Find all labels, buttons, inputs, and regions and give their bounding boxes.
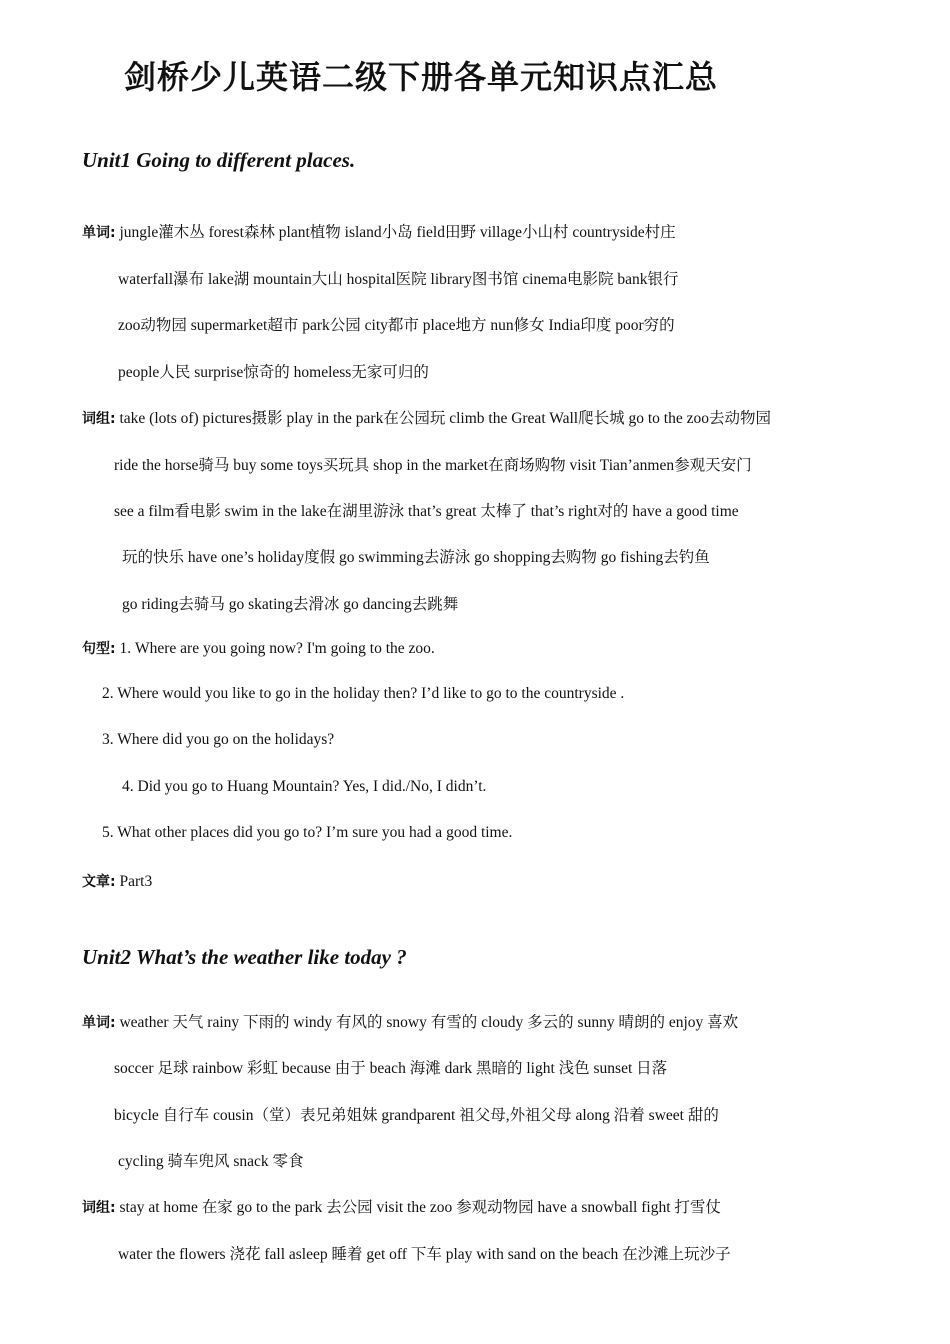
- unit1-words-line: zoo动物园 supermarket超市 park公园 city都市 place地方 nun修女 India印度 poor穷的: [118, 317, 675, 334]
- document-title: 剑桥少儿英语二级下册各单元知识点汇总: [124, 58, 719, 96]
- unit2-heading: Unit2 What’s the weather like today ?: [82, 945, 407, 969]
- unit1-phrases-label: 词组:: [82, 411, 116, 427]
- unit1-sentence: 1. Where are you going now? I'm going to the zoo.: [119, 640, 435, 657]
- unit2-words-line: [82, 1010, 738, 1032]
- unit1-words-line: people人民 surprise惊奇的 homeless无家可归的: [118, 364, 429, 381]
- unit1-words-line: [82, 220, 676, 242]
- unit2-words-line: bicycle 自行车 cousin（堂）表兄弟姐妹 grandparent 祖父母,外祖父母 along 沿着 sweet 甜的: [114, 1107, 719, 1124]
- unit1-article-text: Part3: [119, 873, 153, 890]
- unit1-words-line: waterfall瀑布 lake湖 mountain大山 hospital医院 library图书馆 cinema电影院 bank银行: [118, 271, 679, 288]
- unit1-sentence: 3. Where did you go on the holidays?: [102, 731, 335, 748]
- unit1-article-label: 文章:: [82, 874, 116, 890]
- unit2-phrases-line: water the flowers 浇花 fall asleep 睡着 get off 下车 play with sand on the beach 在沙滩上玩沙子: [118, 1246, 731, 1263]
- unit1-words-label: 单词:: [82, 225, 116, 241]
- unit1-words-text: jungle灌木丛 forest森林 plant植物 island小岛 field田野 village小山村 countryside村庄: [119, 224, 676, 241]
- unit2-words-text: weather 天气 rainy 下雨的 windy 有风的 snowy 有雪的 cloudy 多云的 sunny 晴朗的 enjoy 喜欢: [119, 1014, 739, 1031]
- unit1-phrases-line: 玩的快乐 have one’s holiday度假 go swimming去游泳 go shopping去购物 go fishing去钓鱼: [122, 549, 710, 566]
- unit1-heading: Unit1 Going to different places.: [82, 148, 356, 172]
- unit2-phrases-label: 词组:: [82, 1200, 116, 1216]
- unit1-phrases-line: go riding去骑马 go skating去滑冰 go dancing去跳舞: [122, 596, 459, 613]
- unit1-phrases-text: take (lots of) pictures摄影 play in the park在公园玩 climb the Great Wall爬长城 go to the zoo去动物园: [119, 410, 771, 427]
- unit1-phrases-line: ride the horse骑马 buy some toys买玩具 shop in the market在商场购物 visit Tian’anmen参观天安门: [114, 457, 752, 474]
- unit1-phrases-line: see a film看电影 swim in the lake在湖里游泳 that’s great 太棒了 that’s right对的 have a good time: [114, 503, 739, 520]
- unit1-sentence: 5. What other places did you go to? I’m sure you had a good time.: [102, 824, 513, 841]
- unit2-phrases-text: stay at home 在家 go to the park 去公园 visit the zoo 参观动物园 have a snowball fight 打雪仗: [119, 1199, 721, 1216]
- unit2-phrases-line: [82, 1195, 721, 1217]
- unit2-words-line: cycling 骑车兜风 snack 零食: [118, 1153, 304, 1170]
- unit1-sentence: 4. Did you go to Huang Mountain? Yes, I did./No, I didn’t.: [122, 778, 487, 795]
- unit2-words-line: soccer 足球 rainbow 彩虹 because 由于 beach 海滩 dark 黑暗的 light 浅色 sunset 日落: [114, 1060, 668, 1077]
- unit1-article-line: [82, 871, 152, 891]
- unit1-phrases-line: [82, 406, 771, 428]
- unit2-words-label: 单词:: [82, 1015, 116, 1031]
- unit1-sentences-label: 句型:: [82, 641, 116, 657]
- unit1-sentence: 2. Where would you like to go in the holiday then? I’d like to go to the countryside .: [102, 685, 625, 702]
- unit1-sentences-line: [82, 638, 435, 658]
